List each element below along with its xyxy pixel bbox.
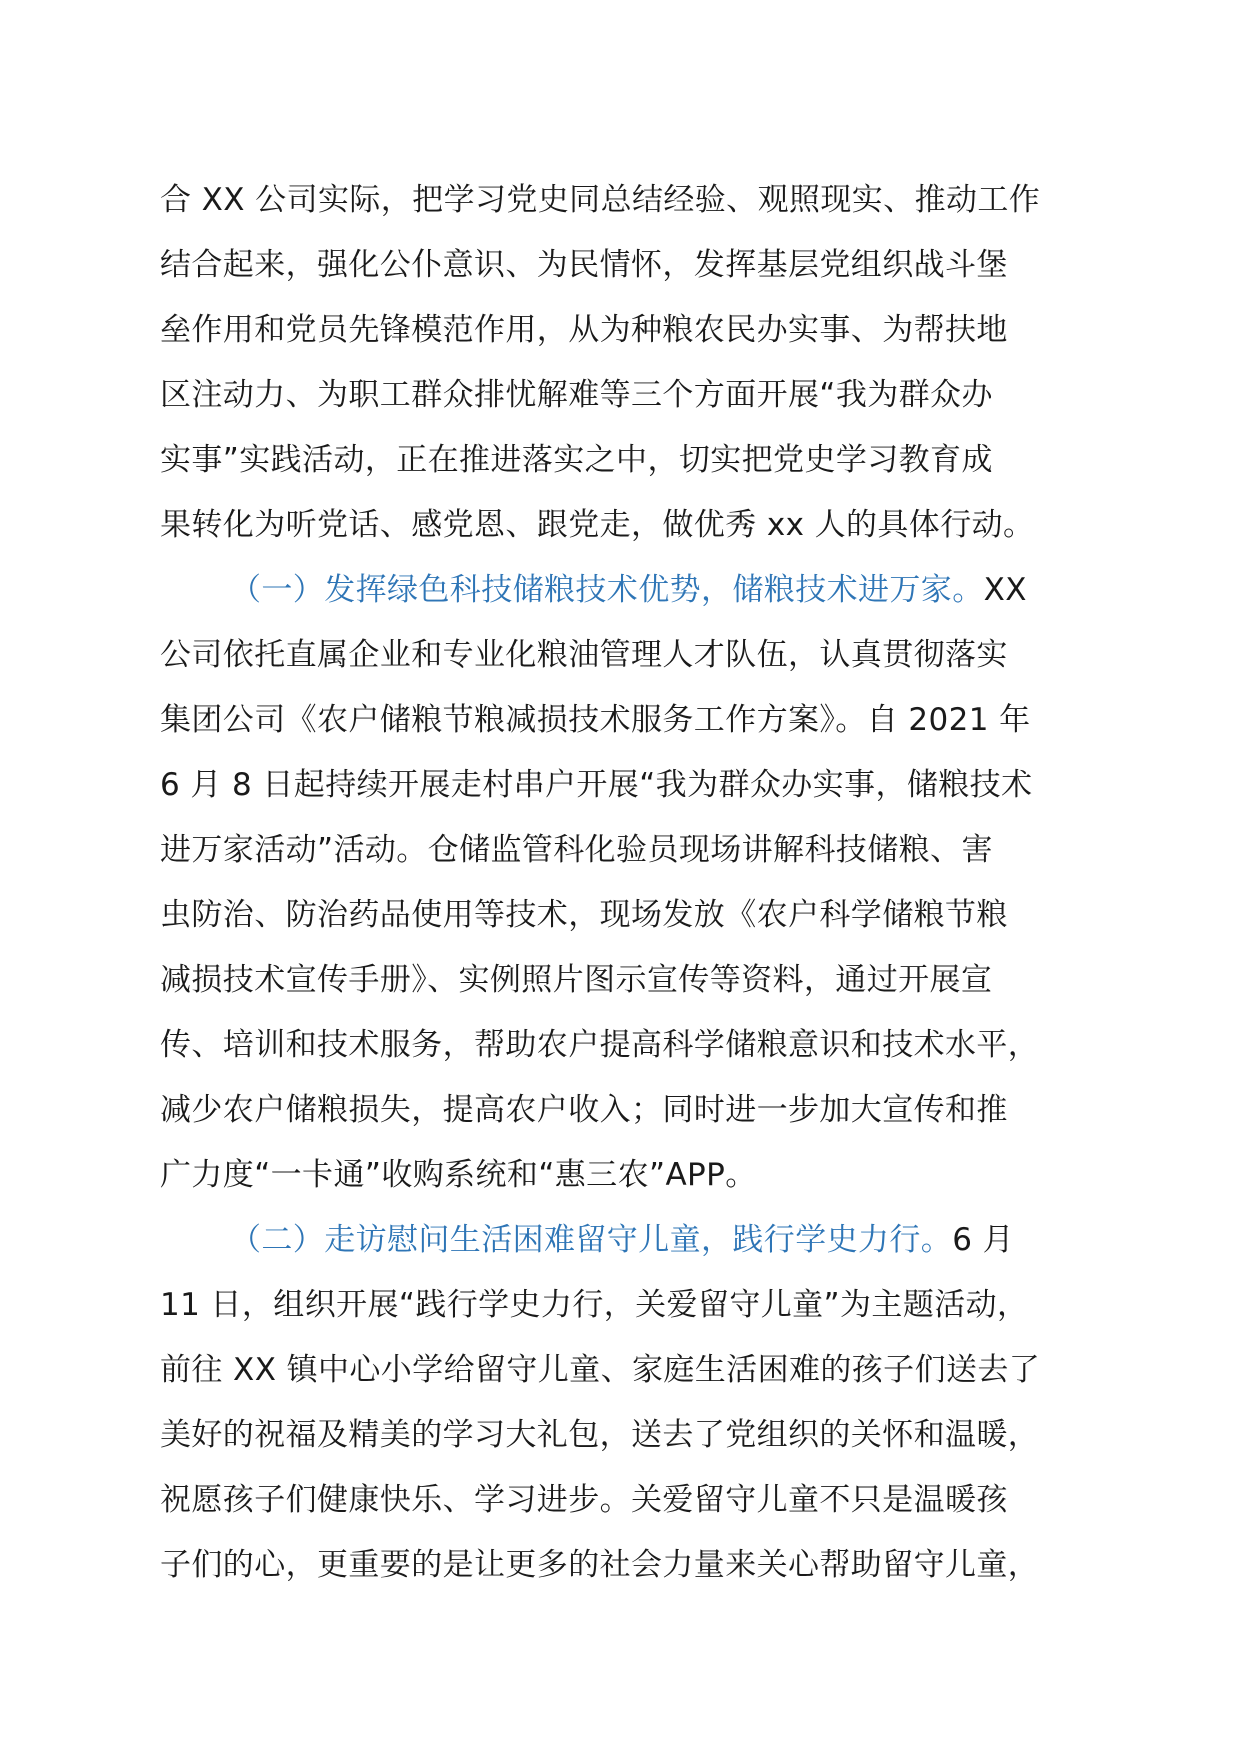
text-line: 广力度“一卡通”收购系统和“惠三农”APP。 [160, 1157, 757, 1193]
text-line: 传、培训和技术服务，帮助农户提高科学储粮意识和技术水平， [160, 1027, 1040, 1063]
text-line: 虫防治、防治药品使用等技术，现场发放《农户科学储粮节粮 [160, 897, 1008, 933]
section-2-heading: （二）走访慰问生活困难留守儿童，践行学史力行。 [230, 1222, 953, 1258]
text-line: 6 月 8 日起持续开展走村串户开展“我为群众办实事，储粮技术 [160, 767, 1033, 803]
text-line: 合 XX 公司实际，把学习党史同总结经验、观照现实、推动工作 [160, 182, 1041, 218]
text-line: 减损技术宣传手册》、实例照片图示宣传等资料，通过开展宣 [160, 962, 993, 998]
text-line: 垒作用和党员先锋模范作用，从为种粮农民办实事、为帮扶地 [160, 312, 1008, 348]
text-line: 果转化为听党话、感党恩、跟党走，做优秀 xx 人的具体行动。 [160, 507, 1035, 543]
text-line: 实事”实践活动，正在推进落实之中，切实把党史学习教育成 [160, 442, 993, 478]
text-line: 子们的心，更重要的是让更多的社会力量来关心帮助留守儿童， [160, 1547, 1040, 1583]
document-page [160, 168, 1120, 1598]
text-line: 进万家活动”活动。仓储监管科化验员现场讲解科技储粮、害 [160, 832, 993, 868]
section-1-first-line-rest: XX [983, 572, 1027, 608]
section-1-paragraph [160, 558, 1120, 1208]
section-2-first-line-rest: 6 月 [952, 1222, 1014, 1258]
text-line: 祝愿孩子们健康快乐、学习进步。关爱留守儿童不只是温暖孩 [160, 1482, 1008, 1518]
text-line: 公司依托直属企业和专业化粮油管理人才队伍，认真贯彻落实 [160, 637, 1008, 673]
text-line: 区注动力、为职工群众排忧解难等三个方面开展“我为群众办 [160, 377, 993, 413]
text-line: 11 日，组织开展“践行学史力行，关爱留守儿童”为主题活动， [160, 1287, 1029, 1323]
text-line: 结合起来，强化公仆意识、为民情怀，发挥基层党组织战斗堡 [160, 247, 1008, 283]
text-line: 前往 XX 镇中心小学给留守儿童、家庭生活困难的孩子们送去了 [160, 1352, 1041, 1388]
paragraph-intro [160, 168, 1120, 558]
section-2-paragraph [160, 1208, 1120, 1598]
section-1-first-line [160, 558, 1120, 623]
text-line: 减少农户储粮损失，提高农户收入；同时进一步加大宣传和推 [160, 1092, 1008, 1128]
text-line: 集团公司《农户储粮节粮减损技术服务工作方案》。自 2021 年 [160, 702, 1031, 738]
section-1-heading: （一）发挥绿色科技储粮技术优势，储粮技术进万家。 [230, 572, 984, 608]
section-2-first-line [160, 1208, 1120, 1273]
text-line: 美好的祝福及精美的学习大礼包，送去了党组织的关怀和温暖， [160, 1417, 1040, 1453]
